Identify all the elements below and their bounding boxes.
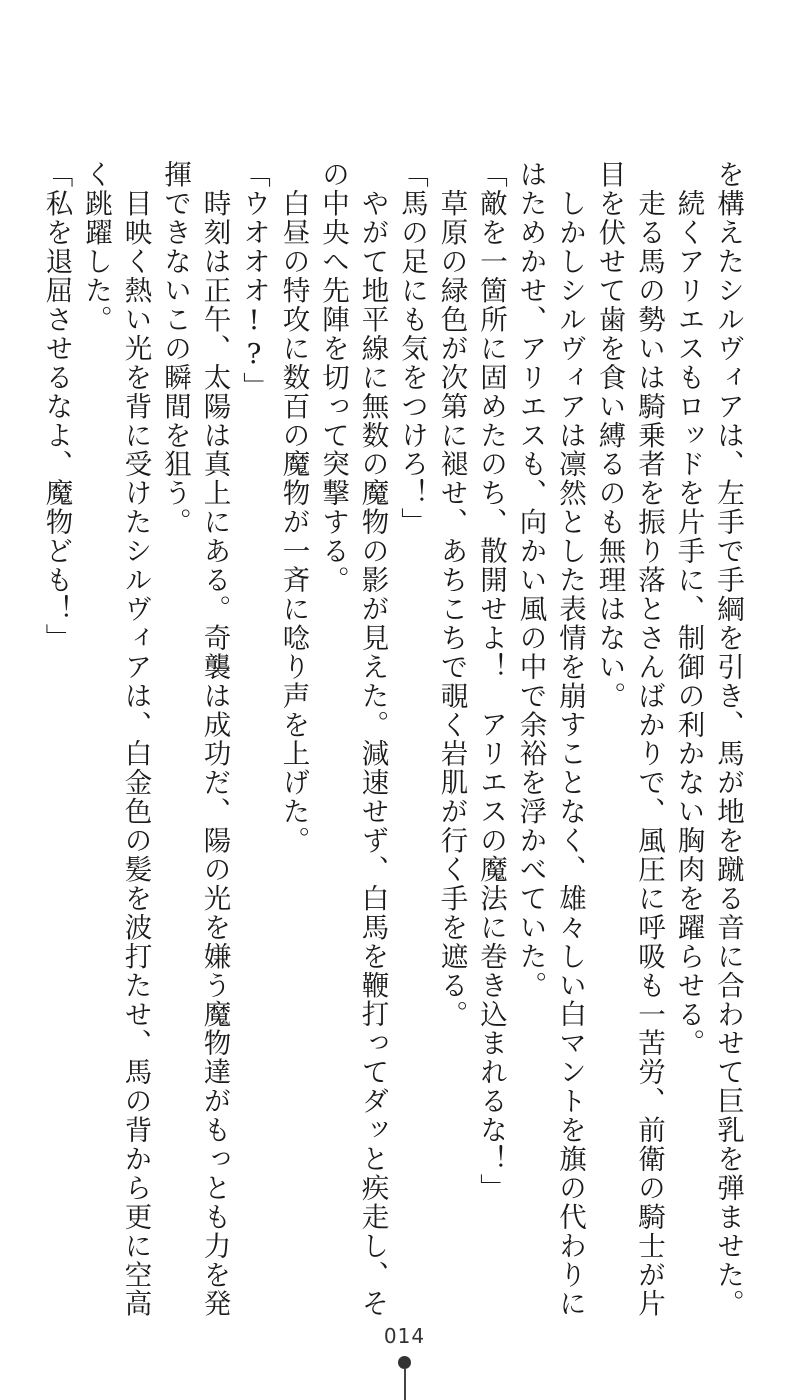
text-line: 白昼の特攻に数百の魔物が一斉に唸り声を上げた。 [277, 160, 310, 855]
page-marker-line [404, 1368, 406, 1400]
text-line: く跳躍した。 [80, 160, 112, 334]
text-line: しかしシルヴィアは凛然とした表情を崩すことなく、雄々しい白マントを旗の代わりに [554, 160, 586, 1318]
text-line: 「敵を一箇所に固めたのち、散開せよ！ アリエスの魔法に巻き込まれるな！」 [475, 160, 507, 1203]
text-line: やがて地平線に無数の魔物の影が見えた。減速せず、白馬を鞭打ってダッと疾走し、そ [356, 160, 389, 1318]
text-line: 草原の緑色が次第に褪せ、あちこちで覗く岩肌が行く手を遮る。 [435, 160, 468, 1029]
text-line: 走る馬の勢いは騎乗者を振り落とさんばかりで、風圧に呼吸も一苦労、前衛の騎士が片 [633, 160, 665, 1318]
text-line: 時刻は正午、太陽は真上にある。奇襲は成功だ、陽の光を嫌う魔物達がもっとも力を発 [198, 160, 231, 1318]
page-number: 014 [383, 1324, 426, 1348]
text-line: の中央へ先陣を切って突撃する。 [317, 160, 349, 595]
text-line: 「私を退屈させるなよ、魔物ども！」 [40, 160, 73, 653]
text-line: を構えたシルヴィアは、左手で手綱を引き、馬が地を蹴る音に合わせて巨乳を弾ませた。 [712, 160, 744, 1318]
text-line: 「ウオオオ!?」 [238, 160, 270, 401]
text-line: 続くアリエスもロッドを片手に、制御の利かない胸肉を躍らせる。 [672, 160, 705, 1058]
text-line: 揮できないこの瞬間を狙う。 [159, 160, 191, 537]
text-line: はためかせ、アリエスも、向かい風の中で余裕を浮かべていた。 [514, 160, 547, 1000]
vertical-text-body [40, 160, 747, 1318]
text-line: 目映く熱い光を背に受けたシルヴィアは、白金色の髪を波打たせ、馬の背から更に空高 [119, 160, 152, 1318]
text-line: 目を伏せて歯を食い縛るのも無理はない。 [593, 160, 626, 711]
text-line: 「馬の足にも気をつけろ！」 [396, 160, 428, 537]
